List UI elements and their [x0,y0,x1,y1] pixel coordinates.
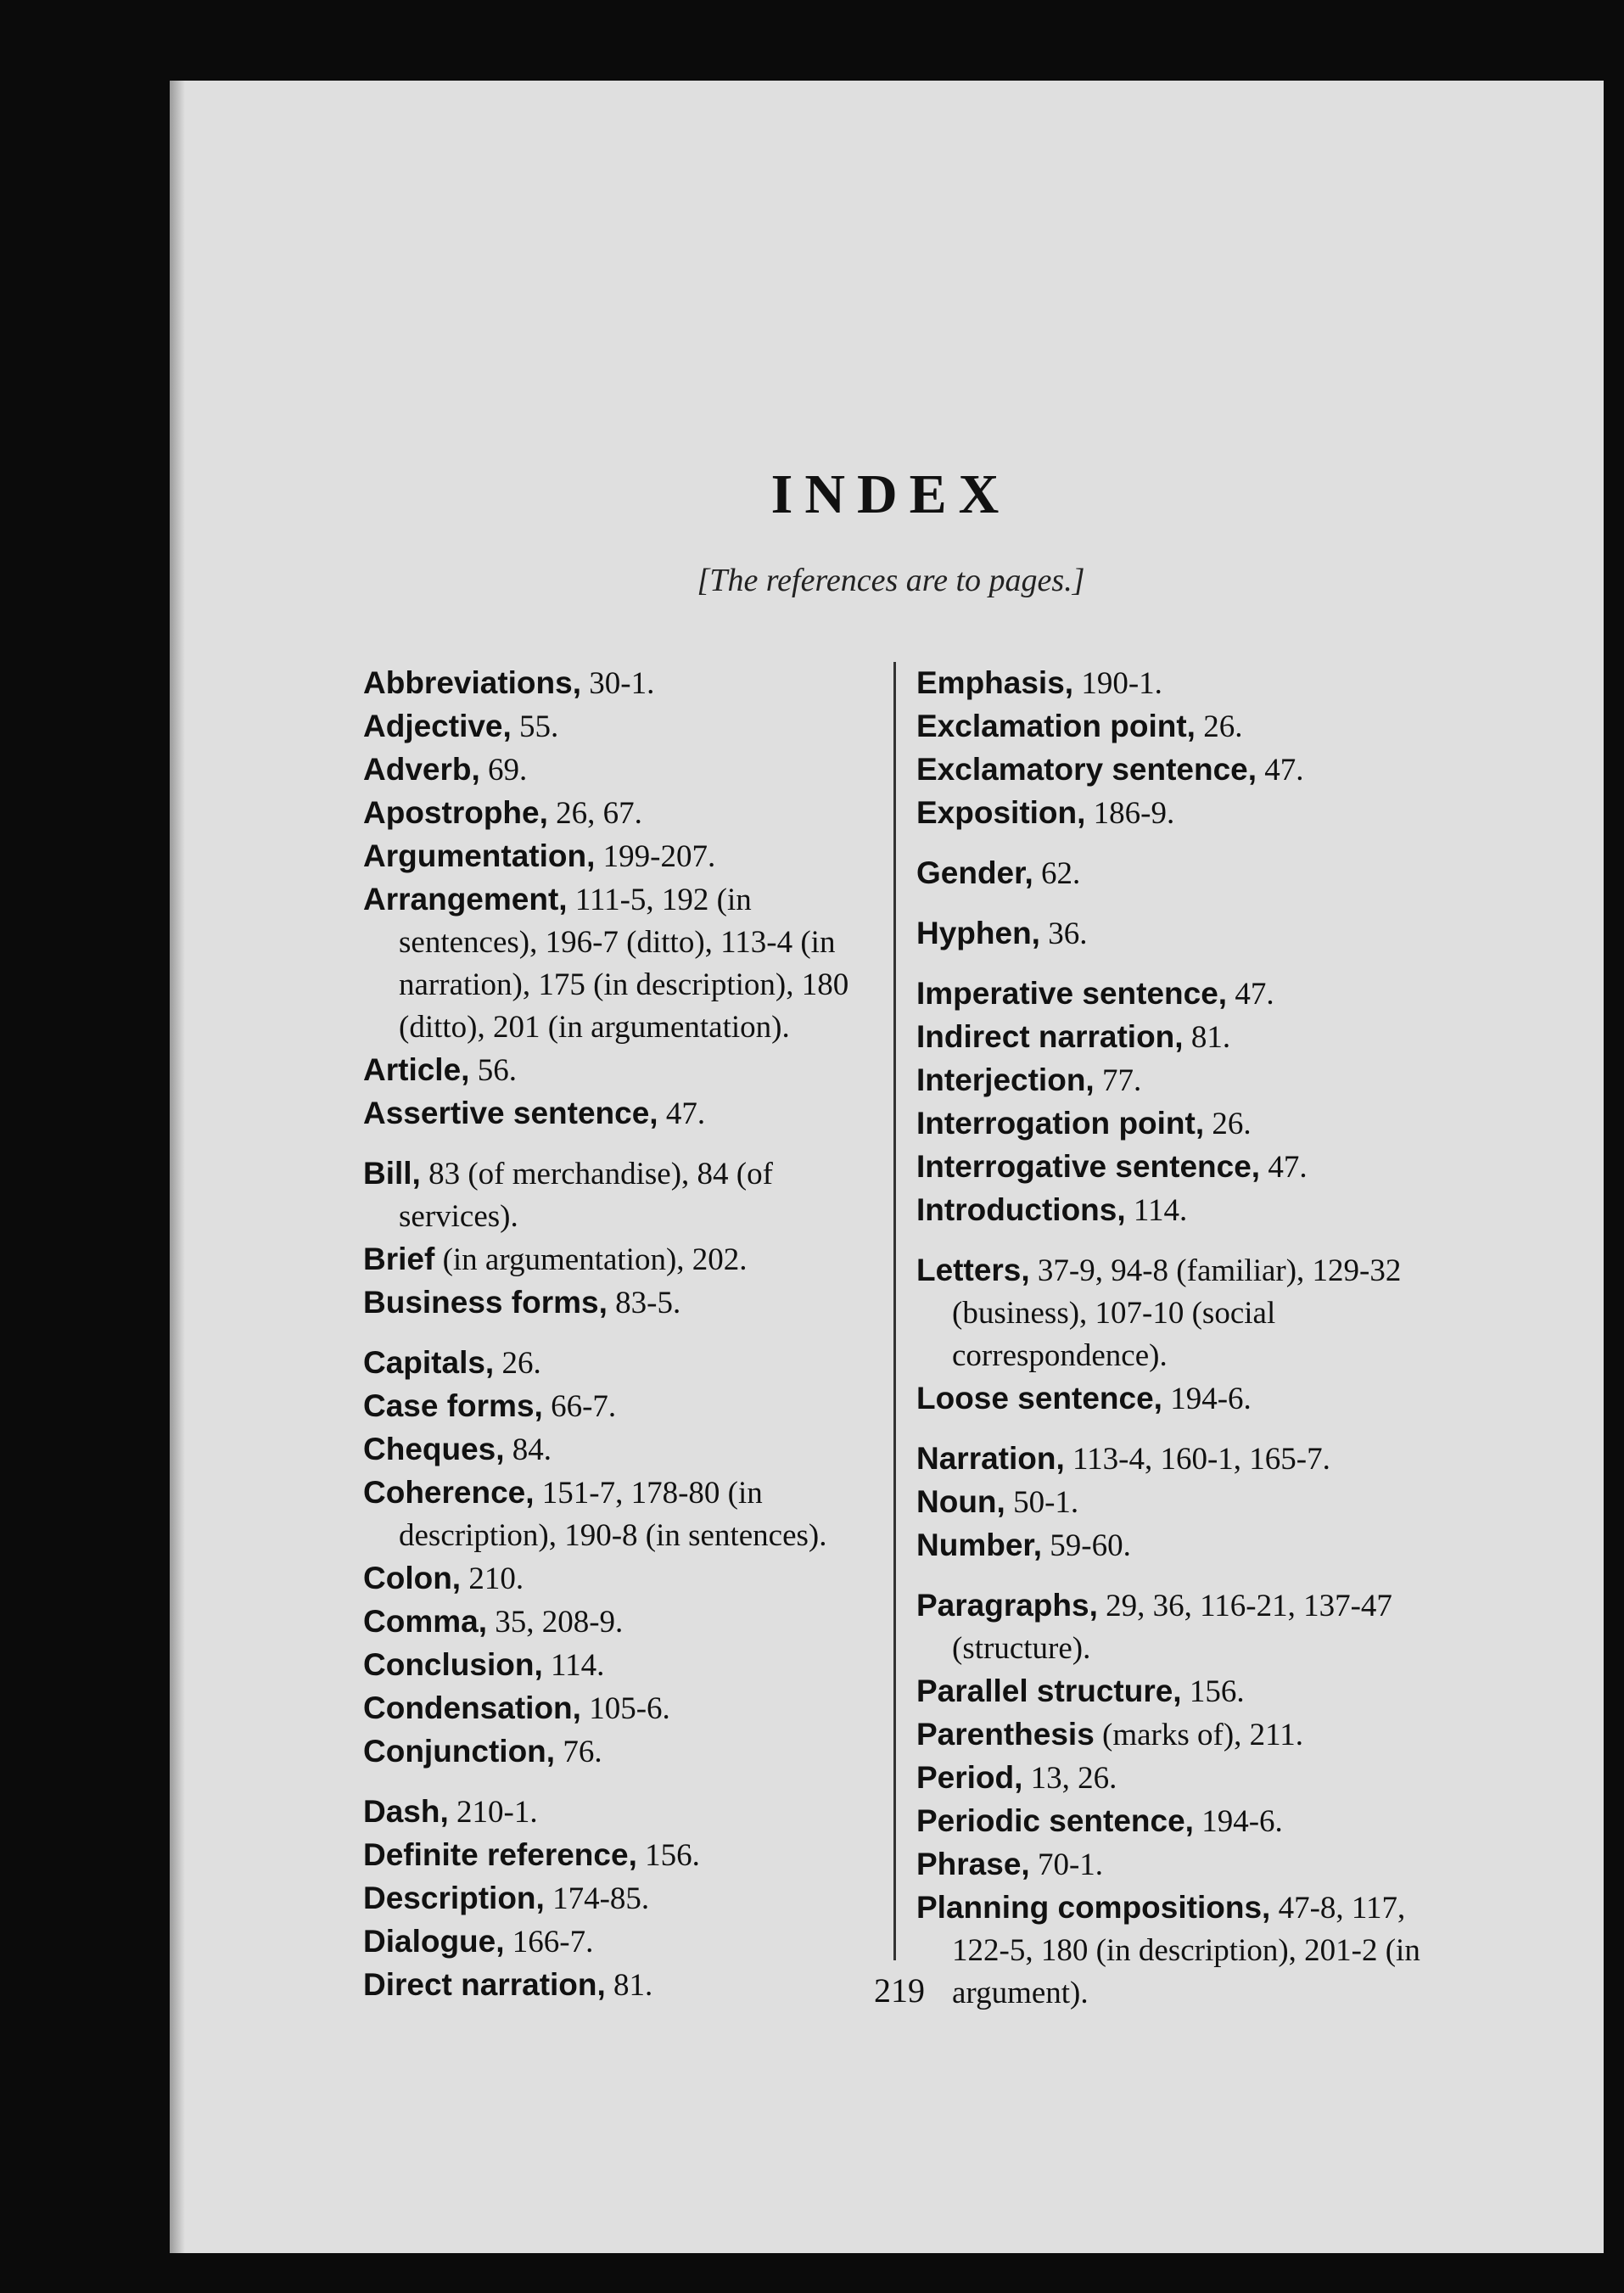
index-entry: Letters, 37-9, 94-8 (familiar), 129-32 (business), 107-10 (social correspondence). [916,1253,1402,1373]
index-entry: Bill, 83 (of merchandise), 84 (of services). [363,1156,773,1234]
index-entry: Conjunction, 76. [363,1734,602,1769]
index-entry: Case forms, 66-7. [363,1388,617,1424]
page-edge-shadow [170,81,185,2253]
index-entry: Exclamation point, 26. [916,709,1243,744]
index-entry: Colon, 210. [363,1561,524,1596]
index-entry: Phrase, 70-1. [916,1847,1104,1882]
index-entry: Cheques, 84. [363,1432,552,1467]
index-entry: Planning compositions, 47-8, 117, 122-5, 180 (in description), 201-2 (in argument). [916,1890,1420,2010]
index-entry: Abbreviations, 30-1. [363,665,655,701]
index-entry: Exposition, 186-9. [916,795,1175,831]
index-entry: Argumentation, 199-207. [363,838,716,874]
index-entry: Hyphen, 36. [916,916,1088,951]
index-entry: Interjection, 77. [916,1062,1142,1098]
column-divider [893,662,896,1960]
index-entry: Period, 13, 26. [916,1760,1117,1796]
index-entry: Adverb, 69. [363,752,528,788]
index-entry: Paragraphs, 29, 36, 116-21, 137-47 (structure). [916,1588,1392,1666]
index-entry: Interrogation point, 26. [916,1106,1252,1141]
index-entry: Introductions, 114. [916,1192,1188,1228]
index-entry: Capitals, 26. [363,1345,541,1381]
index-entry: Dialogue, 166-7. [363,1924,594,1959]
index-entry: Noun, 50-1. [916,1484,1079,1520]
index-entry: Gender, 62. [916,855,1081,891]
index-entry: Arrangement, 111-5, 192 (in sentences), 196-7 (ditto), 113-4 (in narration), 175 (in description), 180 (ditto), 201 (in argumentation). [363,882,849,1045]
index-entry: Parallel structure, 156. [916,1673,1245,1709]
index-entry: Number, 59-60. [916,1528,1131,1563]
index-entry: Emphasis, 190-1. [916,665,1162,701]
index-entry: Definite reference, 156. [363,1837,700,1873]
index-entry: Adjective, 55. [363,709,559,744]
index-entry: Business forms, 83-5. [363,1285,681,1320]
index-entry: Interrogative sentence, 47. [916,1149,1308,1185]
index-entry: Condensation, 105-6. [363,1690,670,1726]
index-entry: Description, 174-85. [363,1881,650,1916]
index-entry: Direct narration, 81. [363,1967,653,2003]
index-entry: Exclamatory sentence, 47. [916,752,1304,788]
index-entry: Dash, 210-1. [363,1794,538,1830]
page-title: INDEX [770,463,1011,525]
index-entry: Narration, 113-4, 160-1, 165-7. [916,1441,1330,1477]
index-entry: Imperative sentence, 47. [916,976,1274,1012]
index-entry: Assertive sentence, 47. [363,1096,706,1131]
index-entry: Periodic sentence, 194-6. [916,1803,1283,1839]
page-number: 219 [874,1971,925,2010]
index-note: [The references are to pages.] [697,563,1085,598]
index-entry: Apostrophe, 26, 67. [363,795,642,831]
index-column-left [363,662,881,2007]
index-entry: Brief (in argumentation), 202. [363,1242,748,1277]
index-entry: Conclusion, 114. [363,1647,605,1683]
index-entry: Article, 56. [363,1052,517,1088]
index-entry: Coherence, 151-7, 178-80 (in description), 190-8 (in sentences). [363,1475,827,1553]
index-entry: Comma, 35, 208-9. [363,1604,624,1640]
index-entry: Indirect narration, 81. [916,1019,1231,1055]
index-entry: Parenthesis (marks of), 211. [916,1717,1304,1752]
index-entry: Loose sentence, 194-6. [916,1381,1252,1416]
index-column-right [916,662,1434,2015]
